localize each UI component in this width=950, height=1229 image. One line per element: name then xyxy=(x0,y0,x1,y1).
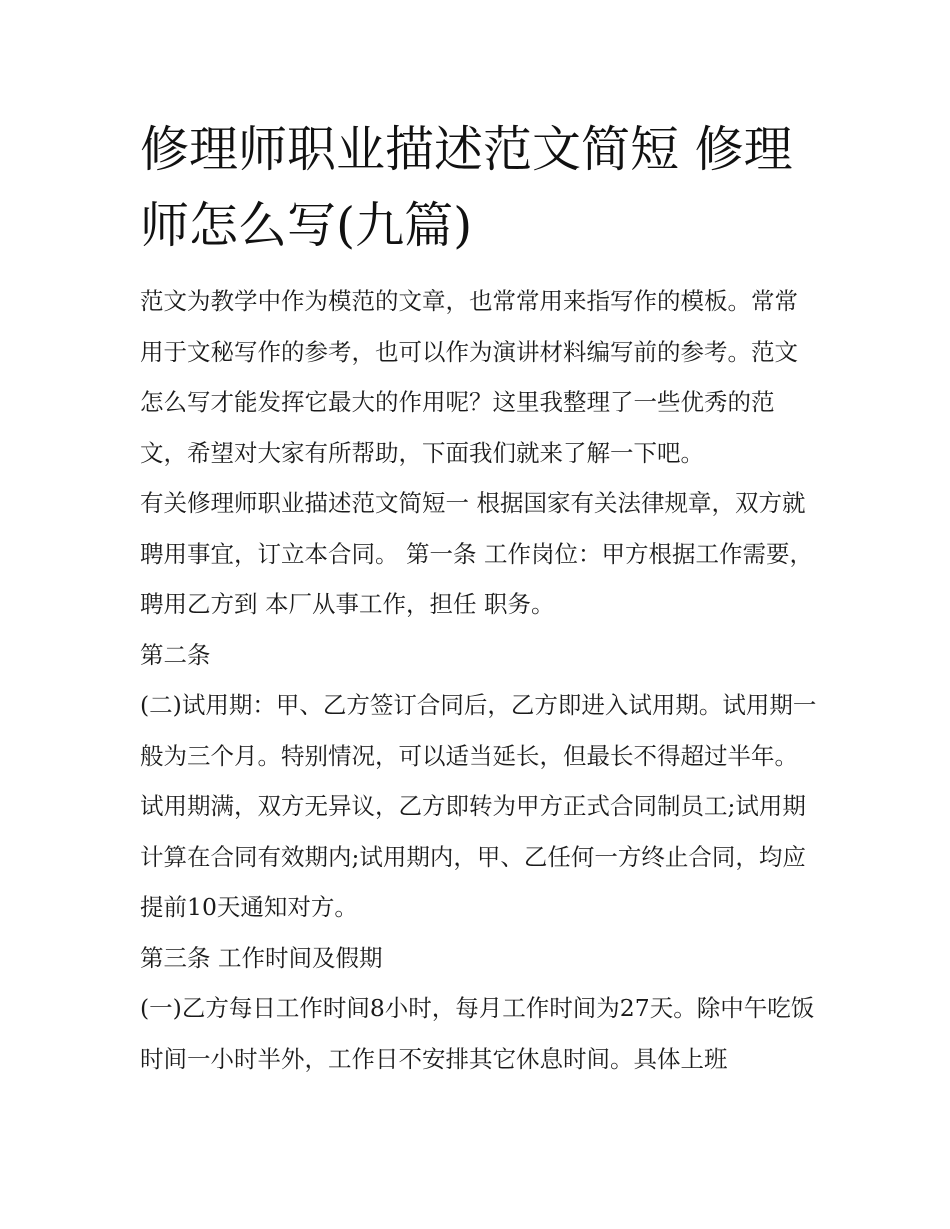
heading-article-two: 第二条 xyxy=(140,640,211,669)
paragraph-intro: 范文为教学中作为模范的文章，也常常用来指写作的模板。常常用于文秘写作的参考，也可以作为演讲材料编写前的参考。范文怎么写才能发挥它最大的作用呢？这里我整理了一些优秀的范文，希望对大家有所帮助，下面我们就来了解一下吧。 xyxy=(140,287,798,467)
paragraph-contract-opening: 有关修理师职业描述范文简短一 根据国家有关法律规章，双方就聘用事宜，订立本合同。 第一条 工作岗位：甲方根据工作需要，聘用乙方到 本厂从事工作，担任 职务。 xyxy=(140,489,813,618)
paragraph-working-hours: (一)乙方每日工作时间8小时，每月工作时间为27天。除中午吃饭时间一小时半外，工作日不安排其它休息时间。具体上班 xyxy=(140,994,815,1073)
document-title: 修理师职业描述范文简短 修理师怎么写(九篇) xyxy=(140,121,793,254)
heading-article-three: 第三条 工作时间及假期 xyxy=(140,943,383,972)
paragraph-probation: (二)试用期：甲、乙方签订合同后，乙方即进入试用期。试用期一般为三个月。特别情况，可以适当延长，但最长不得超过半年。试用期满，双方无异议，乙方即转为甲方正式合同制员工;试用期计算在合同有效期内;试用期内，甲、乙任何一方终止合同，均应提前10天通知对方。 xyxy=(140,691,817,921)
document-body xyxy=(140,276,820,1084)
